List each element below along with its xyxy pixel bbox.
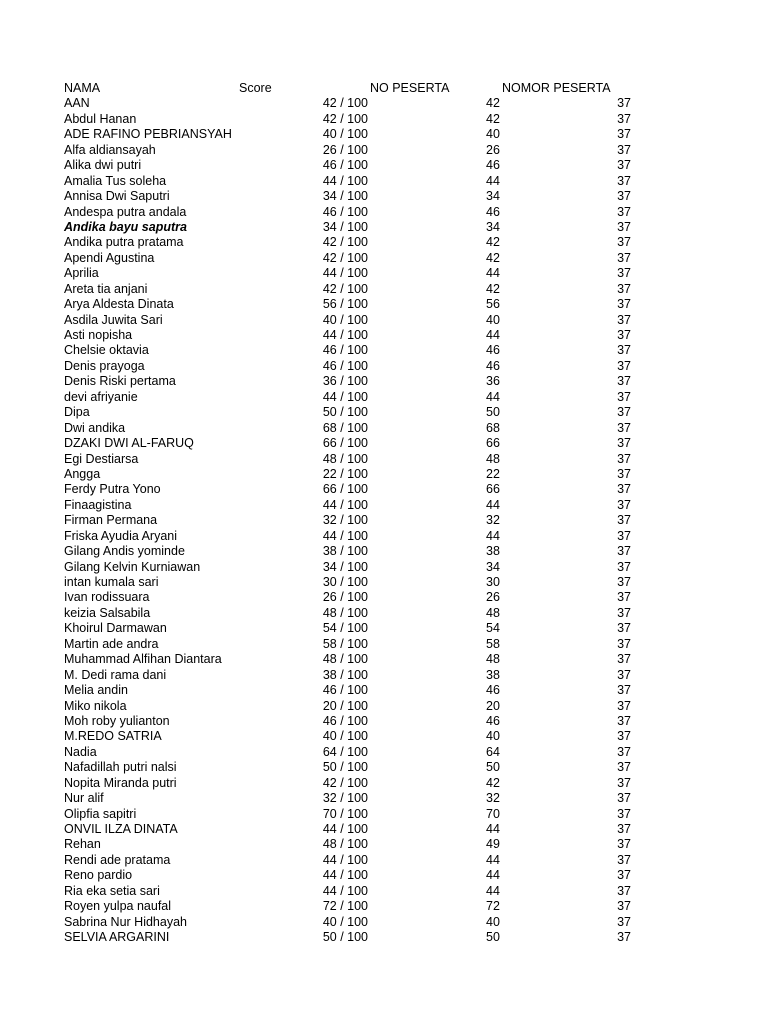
table-row: [0, 297, 768, 312]
table-row: [0, 482, 768, 497]
nama-cell: Friska Ayudia Aryani: [64, 528, 178, 543]
table-row: [0, 699, 768, 714]
nomor-peserta-cell: 37: [617, 173, 631, 188]
no-peserta-cell: 46: [486, 204, 500, 219]
table-row: [0, 915, 768, 930]
nomor-peserta-cell: 37: [617, 621, 631, 636]
no-peserta-cell: 64: [486, 744, 500, 759]
nomor-peserta-cell: 37: [617, 312, 631, 327]
table-row: [0, 853, 768, 868]
no-peserta-cell: 44: [486, 497, 500, 512]
no-peserta-cell: 34: [486, 189, 500, 204]
no-peserta-cell: 58: [486, 636, 500, 651]
table-row: [0, 575, 768, 590]
header-no-peserta: NO PESERTA: [370, 81, 450, 95]
score-cell: 64 / 100: [322, 744, 368, 759]
table-row: [0, 652, 768, 667]
no-peserta-cell: 66: [486, 436, 500, 451]
nama-cell: Alika dwi putri: [64, 158, 142, 173]
table-row: [0, 266, 768, 281]
nama-cell: Muhammad Alfihan Diantara: [64, 652, 222, 667]
score-cell: 46 / 100: [322, 204, 368, 219]
table-row: [0, 884, 768, 899]
header-row: [0, 81, 768, 96]
nama-cell: devi afriyanie: [64, 389, 138, 404]
nama-cell: Finaagistina: [64, 497, 132, 512]
table-row: [0, 544, 768, 559]
nama-cell: Royen yulpa naufal: [64, 899, 172, 914]
nomor-peserta-cell: 37: [617, 667, 631, 682]
no-peserta-cell: 40: [486, 729, 500, 744]
no-peserta-cell: 44: [486, 868, 500, 883]
no-peserta-cell: 38: [486, 544, 500, 559]
nama-cell: intan kumala sari: [64, 575, 159, 589]
table-row: [0, 714, 768, 729]
nama-cell: Andika bayu saputra: [64, 219, 187, 234]
nomor-peserta-cell: 37: [617, 744, 631, 759]
no-peserta-cell: 48: [486, 451, 500, 466]
nama-cell: Areta tia anjani: [64, 281, 148, 296]
score-cell: 44 / 100: [322, 173, 368, 188]
nomor-peserta-cell: 37: [617, 204, 631, 219]
nomor-peserta-cell: 37: [617, 158, 631, 173]
nama-cell: Martin ade andra: [64, 636, 159, 651]
score-cell: 40 / 100: [322, 127, 368, 142]
score-cell: 44 / 100: [322, 822, 368, 836]
nama-cell: Nur alif: [64, 791, 104, 806]
no-peserta-cell: 68: [486, 420, 500, 435]
table-row: [0, 729, 768, 744]
no-peserta-cell: 42: [486, 250, 500, 265]
no-peserta-cell: 42: [486, 96, 500, 111]
table-row: [0, 127, 768, 142]
no-peserta-cell: 34: [486, 559, 500, 574]
table-row: [0, 143, 768, 158]
nama-cell: M. Dedi rama dani: [64, 667, 167, 682]
table-row: [0, 560, 768, 575]
no-peserta-cell: 42: [486, 111, 500, 126]
score-cell: 72 / 100: [322, 899, 368, 914]
nomor-peserta-cell: 37: [617, 235, 631, 250]
score-cell: 46 / 100: [322, 683, 368, 698]
nama-cell: keizia Salsabila: [64, 605, 151, 620]
score-cell: 36 / 100: [322, 374, 368, 389]
table-row: [0, 837, 768, 852]
nomor-peserta-cell: 37: [617, 605, 631, 620]
table-row: [0, 513, 768, 528]
score-cell: 42 / 100: [322, 96, 368, 111]
nama-cell: Rendi ade pratama: [64, 852, 171, 867]
nomor-peserta-cell: 37: [617, 914, 631, 929]
table-row: [0, 328, 768, 343]
nama-cell: Ivan rodissuara: [64, 590, 150, 605]
nama-cell: Angga: [64, 466, 101, 481]
score-cell: 26 / 100: [322, 142, 368, 157]
nomor-peserta-cell: 37: [617, 713, 631, 728]
score-cell: 42 / 100: [322, 775, 368, 790]
score-cell: 42 / 100: [322, 250, 368, 265]
score-cell: 56 / 100: [322, 297, 368, 312]
nomor-peserta-cell: 37: [617, 374, 631, 389]
table-row: [0, 899, 768, 914]
score-cell: 44 / 100: [322, 883, 368, 898]
nomor-peserta-cell: 37: [617, 405, 631, 420]
no-peserta-cell: 46: [486, 158, 500, 173]
no-peserta-cell: 20: [486, 698, 500, 713]
nama-cell: Dipa: [64, 405, 90, 420]
nama-cell: Denis Riski pertama: [64, 374, 176, 389]
table-row: [0, 112, 768, 127]
score-cell: 50 / 100: [322, 405, 368, 420]
table-row: [0, 421, 768, 436]
table-row: [0, 220, 768, 235]
nomor-peserta-cell: 37: [617, 482, 631, 497]
nama-cell: Chelsie oktavia: [64, 343, 149, 358]
nomor-peserta-cell: 37: [617, 528, 631, 543]
score-cell: 46 / 100: [322, 713, 368, 728]
no-peserta-cell: 46: [486, 683, 500, 698]
table-row: [0, 498, 768, 513]
no-peserta-cell: 44: [486, 266, 500, 281]
nama-cell: SELVIA ARGARINI: [64, 930, 170, 945]
score-cell: 34 / 100: [322, 219, 368, 234]
nama-cell: M.REDO SATRIA: [64, 729, 162, 744]
table-row: [0, 637, 768, 652]
score-cell: 32 / 100: [322, 513, 368, 528]
nama-cell: Gilang Andis yominde: [64, 544, 185, 559]
nama-cell: DZAKI DWI AL-FARUQ: [64, 436, 194, 451]
nomor-peserta-cell: 37: [617, 868, 631, 883]
score-cell: 48 / 100: [322, 837, 368, 852]
nomor-peserta-cell: 37: [617, 775, 631, 790]
table-row: [0, 251, 768, 266]
nama-cell: AAN: [64, 96, 90, 111]
nama-cell: Abdul Hanan: [64, 111, 137, 126]
nomor-peserta-cell: 37: [617, 451, 631, 466]
nomor-peserta-cell: 37: [617, 297, 631, 312]
no-peserta-cell: 42: [486, 281, 500, 296]
nomor-peserta-cell: 37: [617, 698, 631, 713]
nama-cell: Annisa Dwi Saputri: [64, 189, 170, 204]
no-peserta-cell: 70: [486, 806, 500, 821]
table-row: [0, 606, 768, 621]
nama-cell: Andespa putra andala: [64, 204, 187, 219]
no-peserta-cell: 50: [486, 930, 500, 945]
nomor-peserta-cell: 37: [617, 189, 631, 204]
no-peserta-cell: 44: [486, 883, 500, 898]
table-row: [0, 683, 768, 698]
score-cell: 44 / 100: [322, 528, 368, 543]
nomor-peserta-cell: 37: [617, 636, 631, 651]
table-row: [0, 776, 768, 791]
nomor-peserta-cell: 37: [617, 899, 631, 914]
nomor-peserta-cell: 37: [617, 328, 631, 342]
table-row: [0, 467, 768, 482]
nama-cell: Dwi andika: [64, 420, 126, 435]
score-cell: 20 / 100: [322, 698, 368, 713]
score-cell: 38 / 100: [322, 667, 368, 682]
no-peserta-cell: 42: [486, 235, 500, 250]
nomor-peserta-cell: 37: [617, 822, 631, 836]
no-peserta-cell: 40: [486, 914, 500, 929]
score-cell: 44 / 100: [322, 852, 368, 867]
score-cell: 42 / 100: [322, 111, 368, 126]
table-row: [0, 405, 768, 420]
table-row: [0, 436, 768, 451]
score-cell: 42 / 100: [322, 281, 368, 296]
table-row: [0, 343, 768, 358]
no-peserta-cell: 30: [486, 575, 500, 589]
nama-cell: Sabrina Nur Hidhayah: [64, 914, 187, 929]
table-row: [0, 205, 768, 220]
nomor-peserta-cell: 37: [617, 497, 631, 512]
nomor-peserta-cell: 37: [617, 883, 631, 898]
nama-cell: Khoirul Darmawan: [64, 621, 167, 636]
nomor-peserta-cell: 37: [617, 544, 631, 559]
nomor-peserta-cell: 37: [617, 590, 631, 605]
score-cell: 40 / 100: [322, 312, 368, 327]
no-peserta-cell: 48: [486, 605, 500, 620]
no-peserta-cell: 48: [486, 652, 500, 667]
score-cell: 40 / 100: [322, 914, 368, 929]
nomor-peserta-cell: 37: [617, 358, 631, 373]
table-row: [0, 745, 768, 760]
table-row: [0, 359, 768, 374]
nomor-peserta-cell: 37: [617, 652, 631, 667]
no-peserta-cell: 26: [486, 590, 500, 605]
nama-cell: Ria eka setia sari: [64, 883, 160, 898]
no-peserta-cell: 42: [486, 775, 500, 790]
no-peserta-cell: 50: [486, 405, 500, 420]
no-peserta-cell: 44: [486, 173, 500, 188]
table-row: [0, 158, 768, 173]
table-row: [0, 668, 768, 683]
nomor-peserta-cell: 37: [617, 266, 631, 281]
score-cell: 70 / 100: [322, 806, 368, 821]
no-peserta-cell: 36: [486, 374, 500, 389]
score-cell: 50 / 100: [322, 760, 368, 775]
nomor-peserta-cell: 37: [617, 436, 631, 451]
nama-cell: Nafadillah putri nalsi: [64, 760, 177, 775]
no-peserta-cell: 46: [486, 713, 500, 728]
no-peserta-cell: 44: [486, 852, 500, 867]
score-cell: 58 / 100: [322, 636, 368, 651]
table-row: [0, 868, 768, 883]
nomor-peserta-cell: 37: [617, 96, 631, 111]
header-score: Score: [239, 81, 272, 95]
score-cell: 44 / 100: [322, 389, 368, 404]
nama-cell: Melia andin: [64, 683, 128, 698]
nomor-peserta-cell: 37: [617, 729, 631, 744]
score-cell: 48 / 100: [322, 652, 368, 667]
nomor-peserta-cell: 37: [617, 219, 631, 234]
nama-cell: Firman Permana: [64, 513, 158, 528]
table-row: [0, 390, 768, 405]
table-row: [0, 822, 768, 837]
table-row: [0, 313, 768, 328]
nama-cell: Rehan: [64, 837, 101, 852]
header-nomor-peserta: NOMOR PESERTA: [502, 81, 611, 95]
table-row: [0, 235, 768, 250]
no-peserta-cell: 32: [486, 513, 500, 528]
nama-cell: Egi Destiarsa: [64, 451, 139, 466]
no-peserta-cell: 46: [486, 343, 500, 358]
nama-cell: Alfa aldiansayah: [64, 142, 156, 157]
score-cell: 46 / 100: [322, 358, 368, 373]
score-cell: 30 / 100: [322, 575, 368, 589]
table-row: [0, 807, 768, 822]
no-peserta-cell: 40: [486, 127, 500, 142]
nomor-peserta-cell: 37: [617, 513, 631, 528]
score-cell: 34 / 100: [322, 189, 368, 204]
nama-cell: Moh roby yulianton: [64, 713, 170, 728]
table-row: [0, 452, 768, 467]
score-cell: 34 / 100: [322, 559, 368, 574]
table-row: [0, 189, 768, 204]
score-cell: 44 / 100: [322, 328, 368, 342]
no-peserta-cell: 22: [486, 466, 500, 481]
no-peserta-cell: 46: [486, 358, 500, 373]
score-cell: 38 / 100: [322, 544, 368, 559]
nama-cell: Miko nikola: [64, 698, 127, 713]
table-row: [0, 590, 768, 605]
nama-cell: Ferdy Putra Yono: [64, 482, 161, 497]
no-peserta-cell: 50: [486, 760, 500, 775]
score-cell: 40 / 100: [322, 729, 368, 744]
score-cell: 42 / 100: [322, 235, 368, 250]
nomor-peserta-cell: 37: [617, 760, 631, 775]
table-row: [0, 791, 768, 806]
nomor-peserta-cell: 37: [617, 466, 631, 481]
nomor-peserta-cell: 37: [617, 806, 631, 821]
score-cell: 44 / 100: [322, 497, 368, 512]
nama-cell: Reno pardio: [64, 868, 133, 883]
nama-cell: ADE RAFINO PEBRIANSYAH: [64, 127, 232, 142]
score-cell: 66 / 100: [322, 436, 368, 451]
no-peserta-cell: 26: [486, 142, 500, 157]
score-cell: 22 / 100: [322, 466, 368, 481]
score-cell: 26 / 100: [322, 590, 368, 605]
nomor-peserta-cell: 37: [617, 389, 631, 404]
nomor-peserta-cell: 37: [617, 930, 631, 945]
nomor-peserta-cell: 37: [617, 343, 631, 358]
no-peserta-cell: 44: [486, 328, 500, 342]
nama-cell: ONVIL ILZA DINATA: [64, 822, 178, 836]
nama-cell: Andika putra pratama: [64, 235, 184, 250]
score-cell: 48 / 100: [322, 451, 368, 466]
score-cell: 44 / 100: [322, 266, 368, 281]
no-peserta-cell: 54: [486, 621, 500, 636]
no-peserta-cell: 38: [486, 667, 500, 682]
nama-cell: Nopita Miranda putri: [64, 775, 177, 790]
no-peserta-cell: 66: [486, 482, 500, 497]
score-table: [0, 81, 768, 946]
no-peserta-cell: 49: [486, 837, 500, 852]
nomor-peserta-cell: 37: [617, 127, 631, 142]
score-cell: 44 / 100: [322, 868, 368, 883]
nomor-peserta-cell: 37: [617, 575, 631, 589]
nomor-peserta-cell: 37: [617, 142, 631, 157]
table-row: [0, 930, 768, 945]
score-cell: 66 / 100: [322, 482, 368, 497]
nomor-peserta-cell: 37: [617, 559, 631, 574]
no-peserta-cell: 44: [486, 389, 500, 404]
no-peserta-cell: 44: [486, 822, 500, 836]
no-peserta-cell: 40: [486, 312, 500, 327]
table-row: [0, 760, 768, 775]
nama-cell: Asti nopisha: [64, 328, 133, 342]
nama-cell: Gilang Kelvin Kurniawan: [64, 559, 201, 574]
nomor-peserta-cell: 37: [617, 852, 631, 867]
no-peserta-cell: 56: [486, 297, 500, 312]
nomor-peserta-cell: 37: [617, 791, 631, 806]
header-nama: NAMA: [64, 81, 101, 95]
score-cell: 46 / 100: [322, 343, 368, 358]
score-cell: 68 / 100: [322, 420, 368, 435]
nama-cell: Aprilia: [64, 266, 99, 281]
nomor-peserta-cell: 37: [617, 683, 631, 698]
no-peserta-cell: 32: [486, 791, 500, 806]
nama-cell: Asdila Juwita Sari: [64, 312, 163, 327]
nama-cell: Denis prayoga: [64, 358, 145, 373]
nomor-peserta-cell: 37: [617, 837, 631, 852]
no-peserta-cell: 34: [486, 219, 500, 234]
table-row: [0, 529, 768, 544]
nama-cell: Apendi Agustina: [64, 250, 155, 265]
score-cell: 48 / 100: [322, 605, 368, 620]
score-cell: 46 / 100: [322, 158, 368, 173]
nomor-peserta-cell: 37: [617, 111, 631, 126]
table-row: [0, 374, 768, 389]
table-row: [0, 174, 768, 189]
nomor-peserta-cell: 37: [617, 281, 631, 296]
no-peserta-cell: 44: [486, 528, 500, 543]
table-body: [0, 96, 768, 945]
nomor-peserta-cell: 37: [617, 250, 631, 265]
nama-cell: Nadia: [64, 744, 97, 759]
nama-cell: Arya Aldesta Dinata: [64, 297, 174, 312]
nama-cell: Amalia Tus soleha: [64, 173, 167, 188]
table-row: [0, 282, 768, 297]
score-cell: 54 / 100: [322, 621, 368, 636]
nama-cell: Olipfia sapitri: [64, 806, 137, 821]
no-peserta-cell: 72: [486, 899, 500, 914]
table-row: [0, 621, 768, 636]
nomor-peserta-cell: 37: [617, 420, 631, 435]
table-row: [0, 96, 768, 111]
score-cell: 50 / 100: [322, 930, 368, 945]
score-cell: 32 / 100: [322, 791, 368, 806]
